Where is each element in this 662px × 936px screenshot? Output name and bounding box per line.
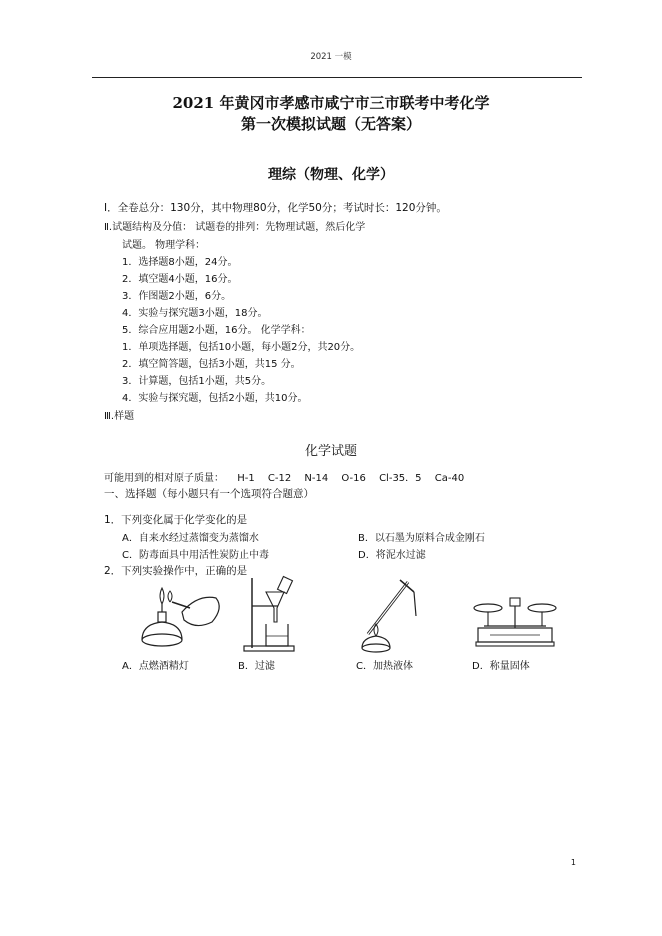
instruction-line: 1．选择题8小题，24分。 xyxy=(122,257,238,268)
q1-option-a: A．自来水经过蒸馏变为蒸馏水 xyxy=(122,533,259,544)
instruction-line: Ⅰ．全卷总分：130分，其中物理80分，化学50分；考试时长：120分钟。 xyxy=(104,202,447,214)
subject-title: 理综（物理、化学） xyxy=(268,167,394,183)
atomic-mass-item: Cl-35．5 xyxy=(379,473,422,484)
atomic-mass-item: H-1 xyxy=(237,473,255,484)
atomic-mass-item: C-12 xyxy=(267,473,292,484)
q1-option-b: B．以石墨为原料合成金刚石 xyxy=(358,533,485,544)
instruction-line: 3．计算题，包括1小题，共5分。 xyxy=(122,376,272,387)
doc-title-line2: 第一次模拟试题（无答案） xyxy=(240,115,421,133)
header-rule xyxy=(92,77,582,78)
page-header: 2021 一模 xyxy=(310,52,352,62)
atomic-mass-item: Ca-40 xyxy=(434,473,465,484)
heating-liquid-figure xyxy=(358,576,424,656)
instruction-line: 2．填空题4小题，16分。 xyxy=(122,274,238,285)
page-number: 1 xyxy=(570,858,576,867)
q2-option-c: C．加热液体 xyxy=(356,661,413,672)
q2-option-a: A．点燃酒精灯 xyxy=(122,661,189,672)
atomic-masses xyxy=(104,469,474,484)
instruction-line: Ⅱ.试题结构及分值： 试题卷的排列：先物理试题，然后化学 xyxy=(104,222,366,233)
q2-stem: 2．下列实验操作中，正确的是 xyxy=(104,565,248,577)
balance-figure xyxy=(470,594,560,652)
q2-option-b: B．过滤 xyxy=(238,661,275,672)
atomic-mass-item: N-14 xyxy=(304,473,329,484)
instruction-line: 2．填空简答题，包括3小题，共15 分。 xyxy=(122,359,301,370)
q1-option-d: D．将泥水过滤 xyxy=(358,550,426,561)
q2-option-d: D．称量固体 xyxy=(472,661,530,672)
atomic-mass-item: O-16 xyxy=(341,473,366,484)
instruction-line: 试题。 物理学科： xyxy=(122,240,206,251)
instruction-line: 4．实验与探究题，包括2小题，共10分。 xyxy=(122,393,308,404)
atomic-masses-label: 可能用到的相对原子质量： xyxy=(104,473,224,484)
instruction-line: 1．单项选择题，包括10小题，每小题2分，共20分。 xyxy=(122,342,361,353)
instruction-line: Ⅲ.样题 xyxy=(104,411,135,422)
doc-title-line1: 2021 年黄冈市孝感市咸宁市三市联考中考化学 xyxy=(172,94,490,112)
filtration-figure xyxy=(240,574,300,654)
instruction-line: 3．作图题2小题，6分。 xyxy=(122,291,232,302)
q1-stem: 1．下列变化属于化学变化的是 xyxy=(104,514,248,526)
chem-section-title: 化学试题 xyxy=(304,444,357,459)
part1-heading: 一、选择题（每小题只有一个选项符合题意） xyxy=(104,488,314,500)
instruction-line: 5．综合应用题2小题，16分。 化学学科： xyxy=(122,325,311,336)
q1-option-c: C．防毒面具中用活性炭防止中毒 xyxy=(122,550,269,561)
instruction-line: 4．实验与探究题3小题，18分。 xyxy=(122,308,268,319)
alcohol-lamp-lighting-figure xyxy=(132,578,228,654)
